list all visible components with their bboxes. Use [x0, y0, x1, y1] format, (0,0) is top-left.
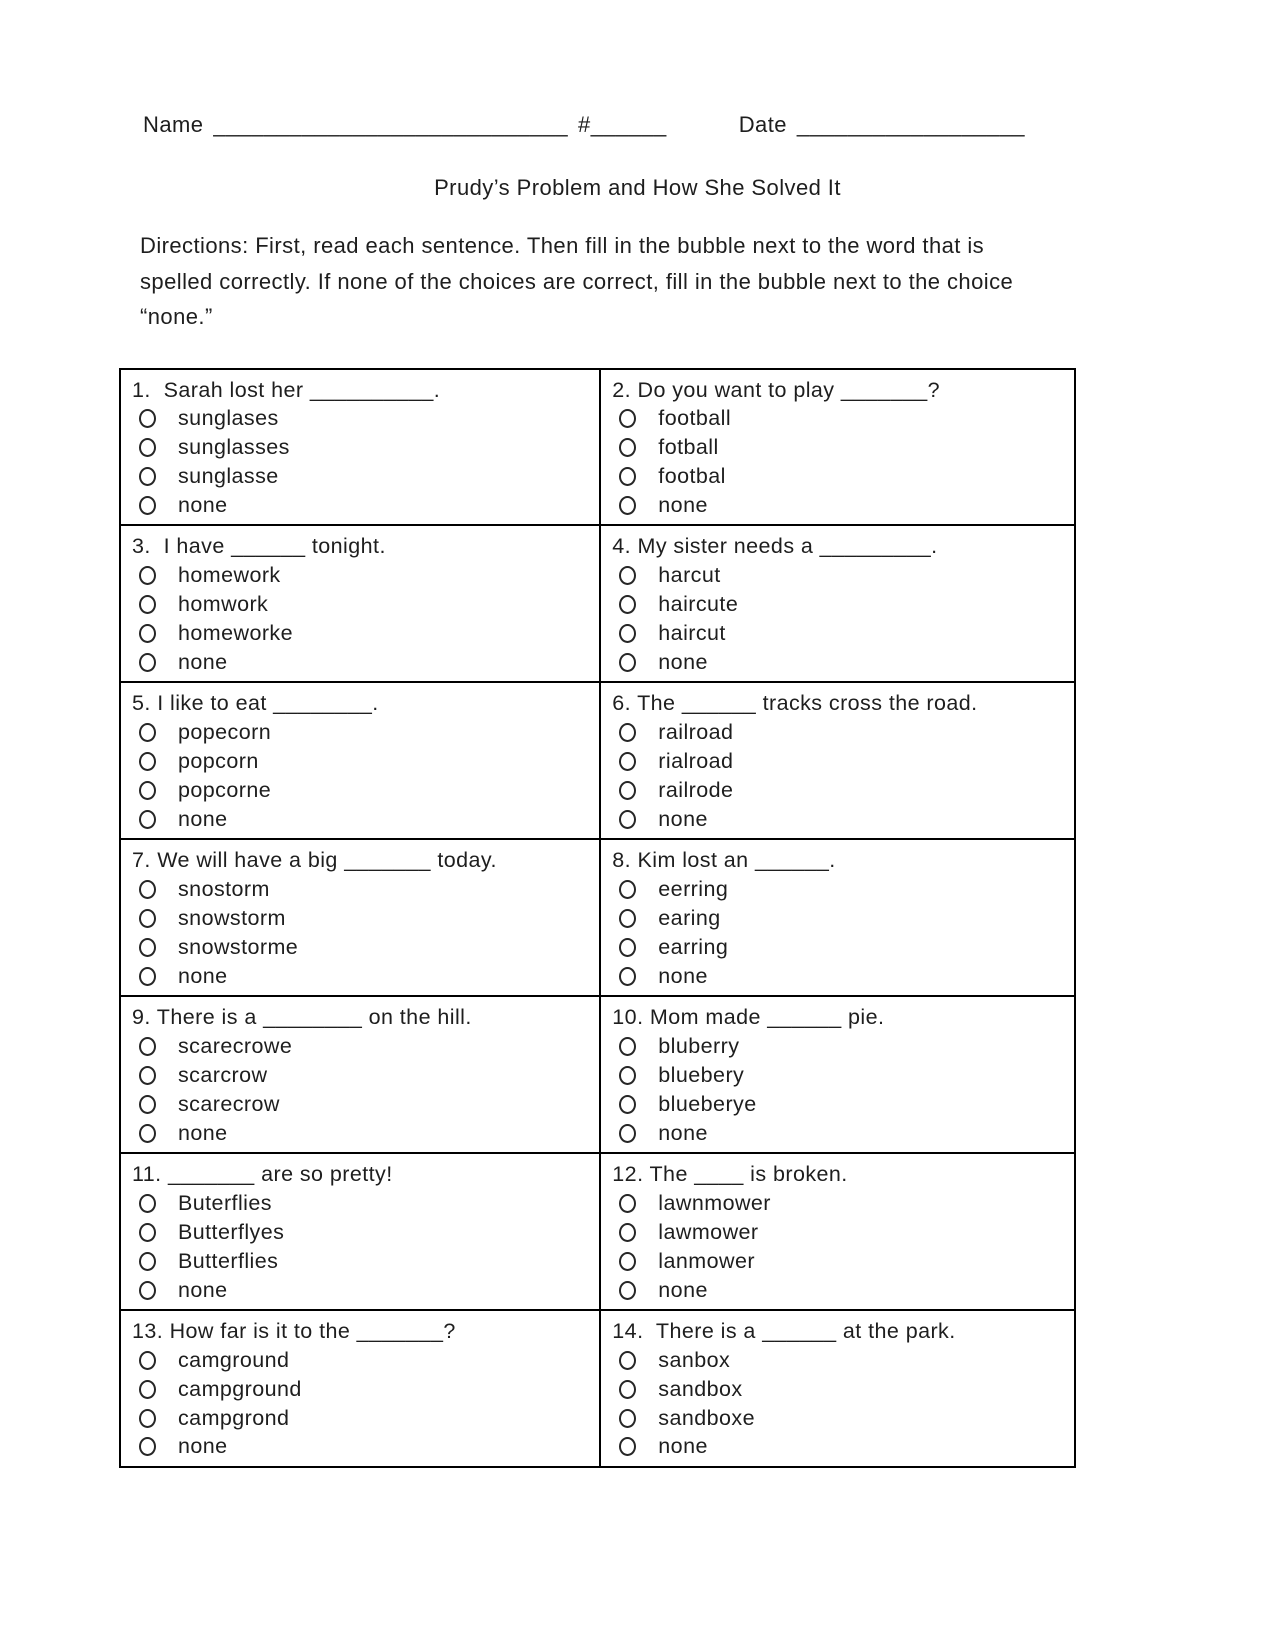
name-date-header	[143, 112, 1275, 138]
option-label: campgrond	[178, 1405, 290, 1430]
option-label: haircut	[658, 620, 726, 645]
question-cell	[121, 370, 601, 527]
option-row	[132, 962, 591, 991]
answer-bubble[interactable]	[619, 781, 636, 800]
option-label: none	[178, 1277, 228, 1302]
answer-bubble[interactable]	[619, 438, 636, 457]
option-label: none	[658, 649, 708, 674]
answer-bubble[interactable]	[139, 752, 156, 771]
option-row	[612, 433, 1066, 462]
option-label: sunglasses	[178, 434, 290, 459]
answer-bubble[interactable]	[139, 781, 156, 800]
option-label: none	[178, 492, 228, 517]
questions-table	[119, 368, 1076, 1469]
option-row	[612, 1375, 1066, 1404]
option-row	[612, 1061, 1066, 1090]
answer-bubble[interactable]	[619, 752, 636, 771]
answer-bubble[interactable]	[619, 1124, 636, 1143]
option-row	[612, 1189, 1066, 1218]
option-label: bluberry	[658, 1034, 740, 1059]
option-row	[612, 962, 1066, 991]
option-row	[132, 462, 591, 491]
question-text: 9. There is a ________ on the hill.	[132, 1005, 472, 1030]
question-cell	[121, 1311, 601, 1466]
answer-bubble[interactable]	[619, 653, 636, 672]
option-row	[132, 561, 591, 590]
option-label: Butterflies	[178, 1248, 279, 1273]
option-label: fotball	[658, 434, 719, 459]
option-label: footbal	[658, 463, 726, 488]
answer-bubble[interactable]	[139, 1124, 156, 1143]
date-blank-line: __________________	[796, 112, 1025, 137]
question-cell	[121, 683, 601, 840]
answer-bubble[interactable]	[139, 496, 156, 515]
option-row	[132, 619, 591, 648]
option-row	[132, 1375, 591, 1404]
option-row	[612, 1247, 1066, 1276]
option-row	[132, 1061, 591, 1090]
answer-bubble[interactable]	[619, 1351, 636, 1370]
question-cell	[601, 997, 1074, 1154]
option-label: sunglases	[178, 406, 279, 431]
option-label: snowstorm	[178, 905, 286, 930]
option-row	[132, 1090, 591, 1119]
option-label: lanmower	[658, 1248, 755, 1273]
question-text: 10. Mom made ______ pie.	[612, 1005, 885, 1030]
answer-bubble[interactable]	[619, 1252, 636, 1271]
answer-bubble[interactable]	[139, 1223, 156, 1242]
directions-line: Directions: First, read each sentence. Then fill in the bubble next to the word that is	[140, 233, 985, 258]
option-row	[612, 747, 1066, 776]
answer-bubble[interactable]	[619, 1409, 636, 1428]
option-label: none	[658, 1120, 708, 1145]
question-cell	[601, 370, 1074, 527]
answer-bubble[interactable]	[139, 1380, 156, 1399]
answer-bubble[interactable]	[139, 880, 156, 899]
question-cell	[121, 997, 601, 1154]
answer-bubble[interactable]	[619, 938, 636, 957]
option-row	[132, 1346, 591, 1375]
answer-bubble[interactable]	[139, 938, 156, 957]
answer-bubble[interactable]	[139, 810, 156, 829]
option-row	[612, 619, 1066, 648]
answer-bubble[interactable]	[139, 1252, 156, 1271]
option-row	[132, 747, 591, 776]
option-label: scarecrowe	[178, 1034, 293, 1059]
option-label: none	[658, 1434, 708, 1459]
directions-text	[140, 228, 1165, 335]
question-cell	[601, 840, 1074, 997]
option-row	[612, 404, 1066, 433]
answer-bubble[interactable]	[619, 1281, 636, 1300]
option-row	[132, 1433, 591, 1462]
question-cell	[121, 1154, 601, 1311]
answer-bubble[interactable]	[139, 909, 156, 928]
question-text: 6. The ______ tracks cross the road.	[612, 691, 978, 716]
question-text: 12. The ____ is broken.	[612, 1162, 848, 1187]
answer-bubble[interactable]	[619, 1223, 636, 1242]
option-label: homework	[178, 563, 281, 588]
question-text: 4. My sister needs a _________.	[612, 534, 938, 559]
option-label: earring	[658, 934, 729, 959]
answer-bubble[interactable]	[619, 810, 636, 829]
option-label: homwork	[178, 591, 269, 616]
option-row	[132, 1119, 591, 1148]
option-label: snostorm	[178, 877, 270, 902]
option-label: blueberye	[658, 1091, 757, 1116]
question-cell	[121, 526, 601, 683]
answer-bubble[interactable]	[619, 496, 636, 515]
option-label: none	[658, 1277, 708, 1302]
option-row	[612, 491, 1066, 520]
option-row	[612, 875, 1066, 904]
answer-bubble[interactable]	[619, 409, 636, 428]
option-row	[132, 875, 591, 904]
option-label: rialroad	[658, 748, 734, 773]
answer-bubble[interactable]	[139, 1437, 156, 1456]
question-text: 8. Kim lost an ______.	[612, 848, 836, 873]
option-label: none	[178, 1120, 228, 1145]
option-row	[612, 561, 1066, 590]
answer-bubble[interactable]	[139, 723, 156, 742]
option-label: Buterflies	[178, 1191, 272, 1216]
question-cell	[601, 526, 1074, 683]
option-label: lawnmower	[658, 1191, 771, 1216]
answer-bubble[interactable]	[139, 967, 156, 986]
option-row	[612, 1032, 1066, 1061]
answer-bubble[interactable]	[139, 1037, 156, 1056]
option-label: eerring	[658, 877, 729, 902]
question-cell	[601, 1154, 1074, 1311]
option-label: homeworke	[178, 620, 294, 645]
answer-bubble[interactable]	[139, 1281, 156, 1300]
directions-line: spelled correctly. If none of the choices are correct, fill in the bubble next to the choice	[140, 268, 1014, 294]
option-label: none	[658, 806, 708, 831]
option-row	[612, 776, 1066, 805]
option-label: harcut	[658, 563, 721, 588]
question-text: 2. Do you want to play _______?	[612, 377, 940, 402]
question-text: 1. Sarah lost her __________.	[132, 377, 441, 402]
answer-bubble[interactable]	[139, 1066, 156, 1085]
answer-bubble[interactable]	[139, 467, 156, 486]
directions-line: “none.”	[140, 304, 213, 329]
option-label: popcorne	[178, 777, 272, 802]
question-cell	[601, 1311, 1074, 1466]
question-cell	[121, 840, 601, 997]
option-label: football	[658, 406, 732, 431]
student-number-blank: #______	[578, 112, 667, 137]
option-row	[612, 933, 1066, 962]
answer-bubble[interactable]	[619, 1037, 636, 1056]
option-label: sunglasse	[178, 463, 279, 488]
option-label: Butterflyes	[178, 1219, 285, 1244]
answer-bubble[interactable]	[619, 1380, 636, 1399]
option-row	[612, 1276, 1066, 1305]
option-label: none	[658, 963, 708, 988]
answer-bubble[interactable]	[619, 624, 636, 643]
answer-bubble[interactable]	[619, 1095, 636, 1114]
option-row	[132, 805, 591, 834]
option-row	[132, 1247, 591, 1276]
answer-bubble[interactable]	[139, 624, 156, 643]
option-row	[132, 933, 591, 962]
option-label: none	[178, 806, 228, 831]
answer-bubble[interactable]	[139, 1409, 156, 1428]
option-label: popcorn	[178, 748, 259, 773]
option-label: bluebery	[658, 1062, 745, 1087]
option-row	[132, 433, 591, 462]
option-label: none	[658, 492, 708, 517]
answer-bubble[interactable]	[619, 595, 636, 614]
option-label: scarecrow	[178, 1091, 280, 1116]
option-row	[612, 1119, 1066, 1148]
option-row	[132, 1032, 591, 1061]
date-label: Date	[738, 112, 787, 137]
answer-bubble[interactable]	[139, 653, 156, 672]
option-label: popecorn	[178, 720, 272, 745]
option-label: none	[178, 649, 228, 674]
question-text: 13. How far is it to the _______?	[132, 1319, 456, 1344]
option-row	[612, 462, 1066, 491]
option-row	[612, 1346, 1066, 1375]
option-label: sanbox	[658, 1348, 731, 1373]
answer-bubble[interactable]	[619, 566, 636, 585]
option-row	[612, 590, 1066, 619]
option-row	[132, 1218, 591, 1247]
question-text: 14. There is a ______ at the park.	[612, 1319, 956, 1344]
option-row	[132, 1276, 591, 1305]
answer-bubble[interactable]	[619, 967, 636, 986]
option-label: snowstorme	[178, 934, 299, 959]
name-blank-line: ____________________________	[213, 112, 569, 137]
answer-bubble[interactable]	[619, 1437, 636, 1456]
answer-bubble[interactable]	[139, 438, 156, 457]
option-row	[612, 1404, 1066, 1433]
option-row	[132, 590, 591, 619]
answer-bubble[interactable]	[139, 595, 156, 614]
option-row	[132, 1404, 591, 1433]
answer-bubble[interactable]	[139, 1095, 156, 1114]
page-title: Prudy’s Problem and How She Solved It	[434, 175, 841, 200]
option-label: sandbox	[658, 1376, 743, 1401]
option-row	[612, 805, 1066, 834]
answer-bubble[interactable]	[139, 566, 156, 585]
answer-bubble[interactable]	[619, 909, 636, 928]
option-row	[132, 904, 591, 933]
option-row	[612, 1433, 1066, 1462]
answer-bubble[interactable]	[619, 1066, 636, 1085]
option-row	[132, 1189, 591, 1218]
question-text: 3. I have ______ tonight.	[132, 534, 386, 559]
option-label: earing	[658, 905, 721, 930]
option-label: campground	[178, 1376, 302, 1401]
name-label: Name	[143, 112, 204, 137]
option-label: railroad	[658, 720, 734, 745]
option-row	[612, 904, 1066, 933]
option-label: scarcrow	[178, 1062, 268, 1087]
option-label: lawmower	[658, 1219, 759, 1244]
answer-bubble[interactable]	[619, 467, 636, 486]
option-row	[132, 404, 591, 433]
answer-bubble[interactable]	[139, 409, 156, 428]
option-row	[612, 718, 1066, 747]
question-text: 11. _______ are so pretty!	[132, 1162, 393, 1187]
option-row	[612, 648, 1066, 677]
question-text: 5. I like to eat ________.	[132, 691, 379, 716]
option-label: none	[178, 963, 228, 988]
option-label: railrode	[658, 777, 734, 802]
answer-bubble[interactable]	[619, 880, 636, 899]
option-row	[612, 1090, 1066, 1119]
answer-bubble[interactable]	[139, 1194, 156, 1213]
option-row	[132, 491, 591, 520]
question-cell	[601, 683, 1074, 840]
option-row	[132, 648, 591, 677]
option-row	[132, 718, 591, 747]
option-row	[612, 1218, 1066, 1247]
option-row	[132, 776, 591, 805]
answer-bubble[interactable]	[139, 1351, 156, 1370]
answer-bubble[interactable]	[619, 723, 636, 742]
question-text: 7. We will have a big _______ today.	[132, 848, 497, 873]
option-label: sandboxe	[658, 1405, 755, 1430]
option-label: camground	[178, 1348, 290, 1373]
option-label: none	[178, 1434, 228, 1459]
option-label: haircute	[658, 591, 739, 616]
answer-bubble[interactable]	[619, 1194, 636, 1213]
